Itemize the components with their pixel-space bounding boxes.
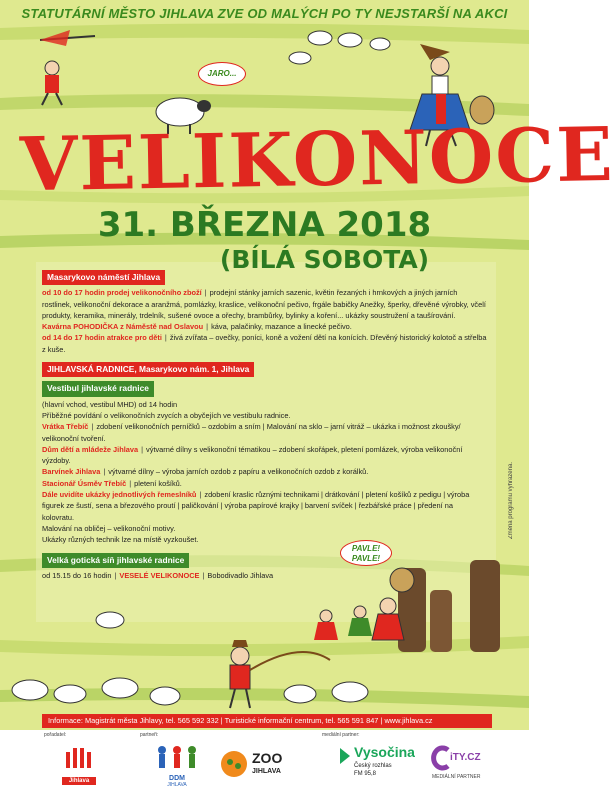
jihlava-logo-text: Jihlava — [62, 777, 96, 785]
program-change-note: Změna programu vyhrazena. — [508, 462, 514, 540]
program-item: Barvínek Jihlava | výtvarné dílny – výroba jarních ozdob z papíru a velikonočních ozdob z korálků. — [42, 467, 369, 477]
info-bar: Informace: Magistrát města Jihlavy, tel. 565 592 332 | Turistické informační centrum, tel. 565 591 847 | www.jihlava.cz — [42, 714, 492, 728]
section-vestibul-label: Vestibul jihlavské radnice — [42, 381, 154, 396]
jaro-speech-bubble: JARO... — [198, 62, 246, 86]
ddm-logo-subtext: JIHLAVA — [167, 782, 187, 788]
boy-figure-icon — [40, 30, 95, 105]
pavle-speech-bubble: PAVLE! PAVLE! — [340, 540, 392, 566]
organizer-tagline: STATUTÁRNÍ MĚSTO JIHLAVA ZVE OD MALÝCH PO TY NEJSTARŠÍ NA AKCI — [21, 6, 508, 21]
ddm-figures-icon — [152, 744, 202, 770]
program-item: Malování na obličej – velikonoční motivy. — [42, 523, 176, 533]
vysocina-radio-logo — [338, 744, 418, 788]
section-gotic-hall-label: Velká gotická síň jihlavské radnice — [42, 553, 189, 568]
city-cz-logo — [432, 744, 496, 788]
city-logo-text: iTY.CZ — [450, 752, 481, 763]
ddm-logo-text: DDM — [169, 775, 185, 782]
vysocina-logo-subtext-2: FM 95,8 — [354, 771, 377, 777]
jihlava-logo — [62, 744, 96, 788]
program-item: od 10 do 17 hodin prodej velikonočního zboží | prodejní stánky jarních sazenic, květin řezaných i hrnkových a jiných jarních rostlinek, velikonoční dekorace a aranžmá, pomlázky, kraslice, velikonoční pečivo, frgále babičky Anežky, šperky, dřevěné výrobky, včelí produkty, keramika, minerály, trdelník, sušené ovoce a ořechy, brambůrky, bylinky a koření... ukázky soustružení a taušírování. — [42, 288, 486, 320]
zoo-logo-subtext: JIHLAVA — [252, 768, 281, 775]
section-masarykovo-label: Masarykovo náměstí Jihlava — [42, 270, 165, 285]
program-item: Dům dětí a mládeže Jihlava | výtvarné dílny s velikonoční tématikou – zdobení skořápek, pletení pomlázek, výroba velikonoční výzdoby. — [42, 444, 463, 466]
media-partner-label: mediální partner: — [322, 732, 360, 738]
program-item: Dále uvidíte ukázky jednotlivých řemeslníků | zdobení kraslic různými technikami | drátkování | pletení košíků z pedigu | výroba figurek ze šustí, sena a březového proutí | paličkování | výroba papírové krajky | barvení svíček | řezbářské práce | předení na kolovratu. — [42, 490, 470, 522]
organizer-label: pořadatel: — [44, 732, 67, 738]
zoo-logo-text: ZOO — [252, 750, 283, 766]
sheep-icon — [289, 31, 390, 64]
ddm-logo — [152, 744, 202, 788]
dancing-children-icon — [314, 606, 372, 640]
zoo-animal-icon — [220, 750, 248, 778]
program-item: Vrátka Třebíč | zdobení velikonočních perníčků – ozdobím a sním | Malování na sklo – jarní vitráž – ukázka i možnost zkoušky/ velikonoční tvoření. — [42, 422, 461, 443]
jihlava-emblem-icon — [62, 744, 96, 772]
program-item: Ukázky různých technik lze na místě vyzkoušet. — [42, 535, 199, 545]
program-content — [42, 268, 487, 581]
city-c-icon — [432, 746, 450, 770]
zoo-logo — [220, 748, 292, 784]
event-subdate: (BÍLÁ SOBOTA) — [219, 245, 430, 274]
city-logo-subtext: MEDIÁLNÍ PARTNER — [432, 774, 481, 780]
vysocina-logo-subtext-1: Český rozhlas — [354, 763, 392, 769]
radio-wave-icon — [338, 746, 352, 766]
partners-label: partneři: — [140, 732, 159, 738]
program-item: Kavárna POHODIČKA z Náměstě nad Oslavou | káva, palačinky, mazance a linecké pečivo. — [42, 322, 352, 332]
program-item: od 14 do 17 hodin atrakce pro děti | živá zvířata – ovečky, poníci, koně a vožení dětí na konících. Dřevěný historický kolotoč a střelba z kuše. — [42, 333, 487, 354]
program-item: Stacionář Úsměv Třebíč | pletení košíků. — [42, 478, 182, 488]
program-item: Příběžné povídání o velikonočních zvycích a obyčejích ve vestibulu radnice. — [42, 410, 291, 420]
program-item: od 15.15 do 16 hodin | VESELÉ VELIKONOCE | Bobodivadlo Jihlava — [42, 570, 274, 580]
section-radnice-label: JIHLAVSKÁ RADNICE, Masarykovo nám. 1, Jihlava — [42, 362, 254, 377]
event-date: 31. BŘEZNA 2018 — [97, 205, 432, 245]
partners-strip — [0, 730, 529, 795]
vysocina-logo-text: Vysočina — [354, 744, 415, 760]
program-item: (hlavní vchod, vestibul MHD) od 14 hodin — [42, 399, 178, 409]
sheep-icon — [12, 612, 368, 705]
poster-title: VELIKONOCE — [19, 111, 615, 209]
